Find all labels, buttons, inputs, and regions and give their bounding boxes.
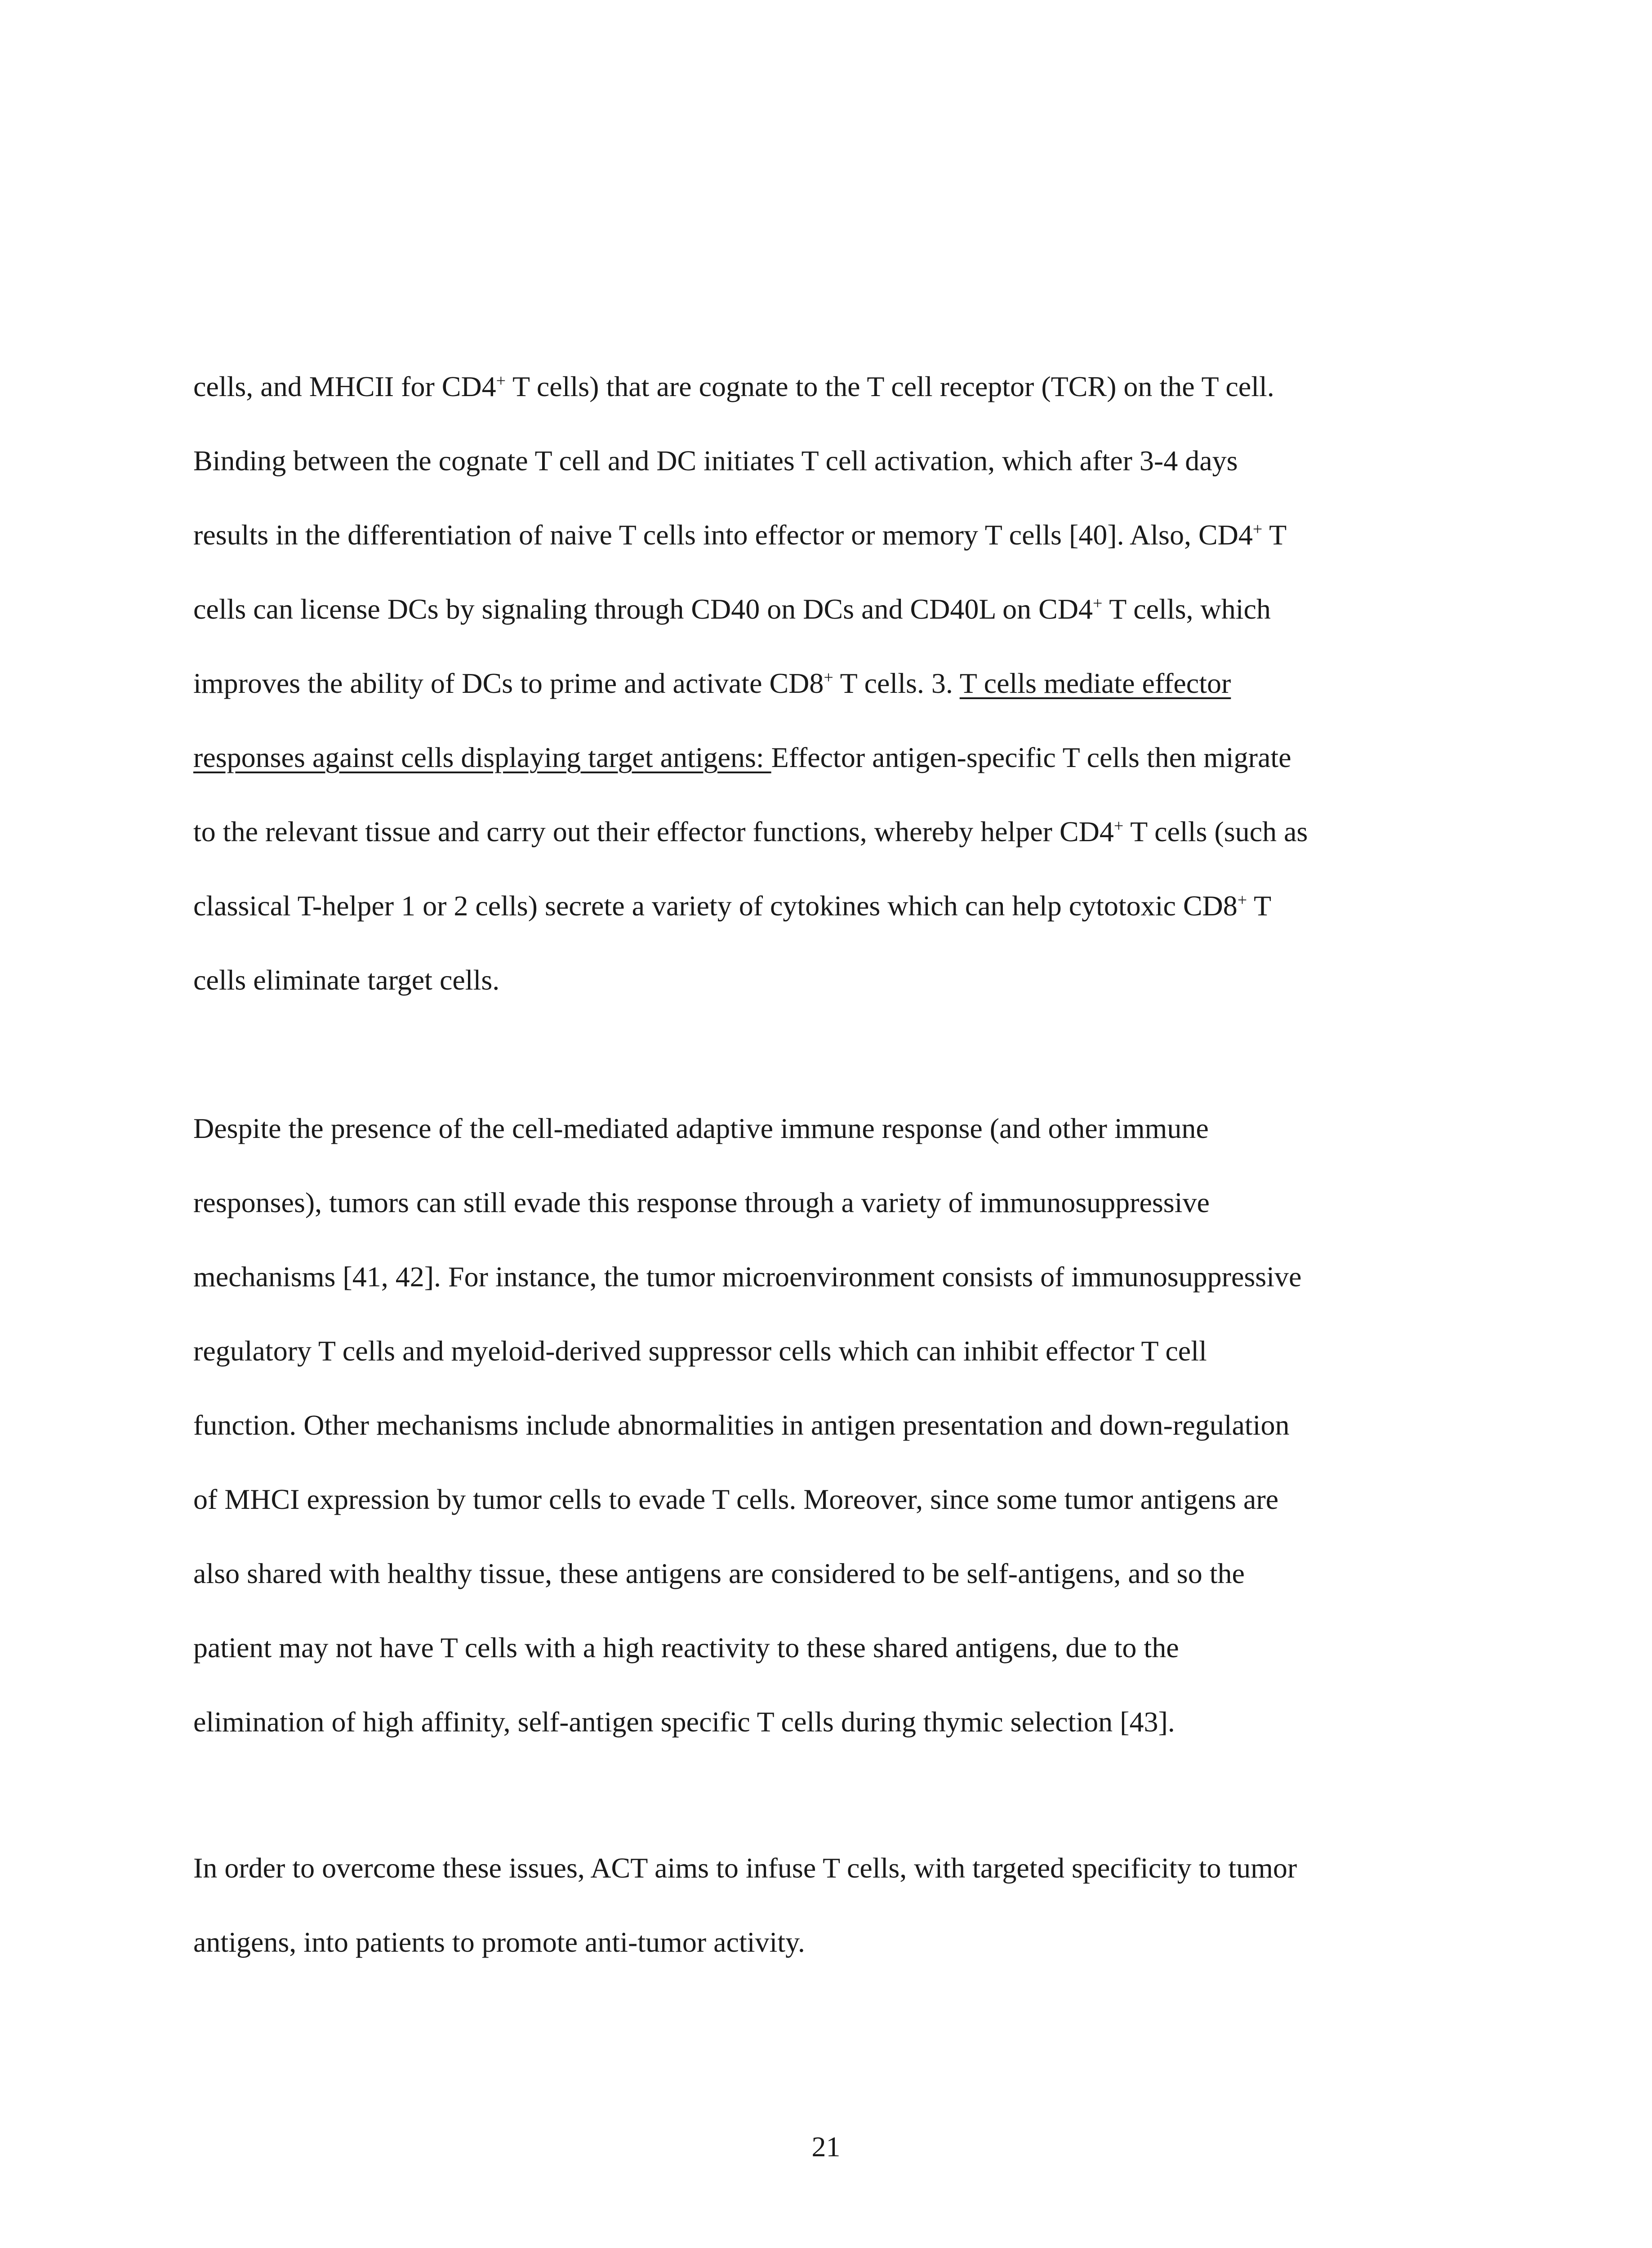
superscript: + [824,668,833,687]
text-line: regulatory T cells and myeloid-derived suppressor cells which can inhibit effector T cell [193,1335,1207,1367]
text-span: cells can license DCs by signaling through CD40 on DCs and CD40L on CD4 [193,593,1093,625]
superscript: + [1237,891,1247,910]
underlined-heading: T cells mediate effector [959,667,1231,699]
text-span: T cells) that are cognate to the T cell receptor (TCR) on the T cell. [506,370,1274,402]
text-span: T cells. 3. [833,667,960,699]
text-line [193,962,499,998]
superscript: + [496,371,506,390]
text-span: cells eliminate target cells. [193,964,500,996]
text-span: to the relevant tissue and carry out their effector functions, whereby helper CD4 [193,816,1114,847]
text-line [193,740,1291,776]
text-span: T cells (such as [1123,816,1308,847]
text-line: also shared with healthy tissue, these antigens are considered to be self-antigens, and so the [193,1557,1245,1589]
text-line: In order to overcome these issues, ACT aims to infuse T cells, with targeted specificity to tumor [193,1852,1297,1884]
text-span: T [1262,519,1287,551]
text-line: Despite the presence of the cell-mediated adaptive immune response (and other immune [193,1112,1209,1144]
underlined-heading: responses against cells displaying target antigens: [193,741,771,773]
text-line: patient may not have T cells with a high reactivity to these shared antigens, due to the [193,1632,1179,1664]
text-line [193,443,1238,479]
text-span: results in the differentiation of naive T cells into effector or memory T cells [40]. Also, CD4 [193,519,1253,551]
text-line [193,591,1271,627]
text-line: of MHCI expression by tumor cells to evade T cells. Moreover, since some tumor antigens are [193,1483,1279,1515]
text-line: elimination of high affinity, self-antigen specific T cells during thymic selection [43]. [193,1706,1175,1738]
text-line: function. Other mechanisms include abnormalities in antigen presentation and down-regulation [193,1409,1290,1441]
text-line: mechanisms [41, 42]. For instance, the tumor microenvironment consists of immunosuppressive [193,1261,1302,1293]
text-span: T cells, which [1102,593,1271,625]
text-span: Binding between the cognate T cell and DC initiates T cell activation, which after 3-4 days [193,445,1238,477]
text-line [193,665,1231,701]
text-span: classical T-helper 1 or 2 cells) secrete a variety of cytokines which can help cytotoxic CD8 [193,890,1238,922]
superscript: + [1252,520,1263,539]
text-span: cells, and MHCII for CD4 [193,370,496,402]
text-span: T [1247,890,1272,922]
text-line [193,814,1308,850]
text-line [193,888,1271,924]
text-line: antigens, into patients to promote anti-tumor activity. [193,1926,805,1958]
superscript: + [1093,594,1103,613]
text-line: responses), tumors can still evade this response through a variety of immunosuppressive [193,1186,1210,1218]
superscript: + [1113,816,1124,835]
text-line [193,517,1287,553]
text-span: improves the ability of DCs to prime and activate CD8 [193,667,824,699]
text-line [193,369,1274,405]
text-span: Effector antigen-specific T cells then migrate [771,741,1291,773]
page-number: 21 [811,2131,841,2163]
